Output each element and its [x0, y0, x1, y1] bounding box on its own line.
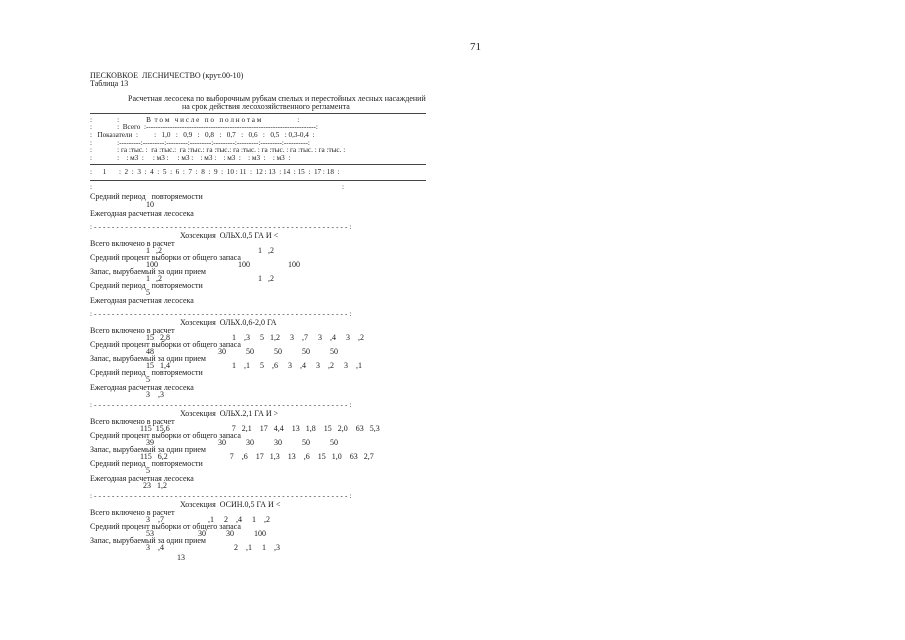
- section-3-line: Ежегодная расчетная лесосека: [90, 474, 194, 483]
- section-3-line: 115 15,6 7 2,1 17 4,4 13 1,8 15 2,0 63 5,3: [140, 424, 380, 433]
- section-divider-3: : - - - - - - - - - - - - - - - - - - - - - - - - - - - - - - - - - - - - - - - - - - - - - - - - - - - - - - - - - :: [90, 401, 352, 409]
- header-row-4: : :---------:---------:---------:---------:---------:---------:---------:----------:: [90, 139, 310, 147]
- section-4-line: 3 ,4 2 ,1 1 ,3: [146, 543, 280, 552]
- section-2-line: Средний процент выборки от общего запаса: [90, 340, 241, 349]
- section-2-line: 48 30 50 50 50 50: [146, 347, 338, 356]
- section-3-line: Запас, вырубаемый за один прием: [90, 445, 206, 454]
- section-3-line: Средний процент выборки от общего запаса: [90, 431, 241, 440]
- section-1-line: Средний процент выборки от общего запаса: [90, 253, 241, 262]
- section-3-line: 39 30 30 30 50 50: [146, 438, 338, 447]
- header-row-5: : : га :тыс. : га :тыс.: га :тыс.: га :тыс.: га :тыс. : га :тыс. : га :тыс. : га :тыс. :: [90, 146, 346, 154]
- section-4-line: 3 ,7 ,1 2 ,4 1 ,2: [146, 515, 270, 524]
- table-title-line2: на срок действия лесохозяйственного регламента: [182, 102, 350, 111]
- section-2-line: 15 1,4 1 ,1 5 ,6 3 ,4 3 ,2 3 ,1: [146, 361, 362, 370]
- column-numbers-row: : 1 : 2 : 3 : 4 : 5 : 6 : 7 : 8 : 9 : 10 : 11 : 12 : 13 : 14 : 15 : 17 : 18 :: [90, 168, 340, 176]
- header-row-1: : : В т о м ч и с л е п о п о л н о т а м :: [90, 116, 300, 124]
- header-row-6: : : : м3 : : м3 : : м3 : : м3 : : м3 : : м3 : : м3 :: [90, 154, 291, 162]
- section-4-line: Средний процент выборки от общего запаса: [90, 522, 241, 531]
- section-3-line: Средний период повторяемости: [90, 459, 203, 468]
- section-1-line: 1 ,2 1 ,2: [146, 246, 274, 255]
- section-3-line: 23 1,2: [143, 481, 167, 490]
- section-1-line: Средний период повторяемости: [90, 281, 203, 290]
- header-colon-right: :: [342, 183, 344, 191]
- intro-line-3: Ежегодная расчетная лесосека: [90, 209, 194, 218]
- section-3-line: 115 6,2 7 ,6 17 1,3 13 ,6 15 1,0 63 2,7: [140, 452, 374, 461]
- section-1-line: Всего включено в расчет: [90, 239, 175, 248]
- section-4-line: 53 30 30 100: [146, 529, 266, 538]
- header-bottom-rule: [90, 180, 426, 181]
- section-4-line: Всего включено в расчет: [90, 508, 175, 517]
- section-4-line: 13: [177, 553, 185, 562]
- section-1-line: Ежегодная расчетная лесосека: [90, 296, 194, 305]
- section-2-line: Всего включено в расчет: [90, 326, 175, 335]
- section-2-line: 15 2,8 1 ,3 5 1,2 3 ,7 3 ,4 3 ,2: [146, 333, 364, 342]
- section-1-line: 5: [146, 288, 150, 297]
- section-4-title: Хозсекция ОСИН.0,5 ГА И <: [180, 500, 281, 509]
- forestry-name: ПЕСКОВКОЕ ЛЕСНИЧЕСТВО (крут.00-10): [90, 71, 244, 80]
- section-2-line: Запас, вырубаемый за один прием: [90, 354, 206, 363]
- section-1-line: 100 100 100: [146, 260, 300, 269]
- intro-line-2: 10: [146, 200, 154, 209]
- intro-line-1: Средний период повторяемости: [90, 192, 203, 201]
- section-2-line: Средний период повторяемости: [90, 368, 203, 377]
- section-divider-1: : - - - - - - - - - - - - - - - - - - - - - - - - - - - - - - - - - - - - - - - - - - - - - - - - - - - - - - - - - :: [90, 223, 352, 231]
- section-2-line: 3 ,3: [146, 390, 164, 399]
- header-colon-left: :: [90, 183, 92, 191]
- header-row-2: : : Всего :-----------------------------------------------------------------------:: [90, 123, 318, 131]
- section-4-line: Запас, вырубаемый за один прием: [90, 536, 206, 545]
- section-divider-4: : - - - - - - - - - - - - - - - - - - - - - - - - - - - - - - - - - - - - - - - - - - - - - - - - - - - - - - - - - :: [90, 492, 352, 500]
- header-top-rule: [90, 113, 426, 114]
- page-number: 71: [470, 41, 481, 53]
- section-1-line: Запас, вырубаемый за один прием: [90, 267, 206, 276]
- table-number: Таблица 13: [90, 79, 129, 88]
- section-3-line: Всего включено в расчет: [90, 417, 175, 426]
- section-3-title: Хозсекция ОЛЬХ.2,1 ГА И >: [180, 409, 279, 418]
- section-divider-2: : - - - - - - - - - - - - - - - - - - - - - - - - - - - - - - - - - - - - - - - - - - - - - - - - - - - - - - - - - :: [90, 310, 352, 318]
- section-1-title: Хозсекция ОЛЬХ.0,5 ГА И <: [180, 231, 279, 240]
- section-1-line: 1 ,2 1 ,2: [146, 274, 274, 283]
- table-title-line1: Расчетная лесосека по выборочным рубкам спелых и перестойных лесных насаждений: [128, 94, 426, 103]
- section-2-line: Ежегодная расчетная лесосека: [90, 383, 194, 392]
- header-mid-rule: [90, 164, 426, 165]
- section-3-line: 5: [146, 466, 150, 475]
- section-2-line: 5: [146, 375, 150, 384]
- section-2-title: Хозсекция ОЛЬХ.0,6-2,0 ГА: [180, 318, 277, 327]
- header-row-3: : Показатели : : 1,0 : 0,9 : 0,8 : 0,7 : 0,6 : 0,5 : 0,3-0,4 :: [90, 131, 315, 139]
